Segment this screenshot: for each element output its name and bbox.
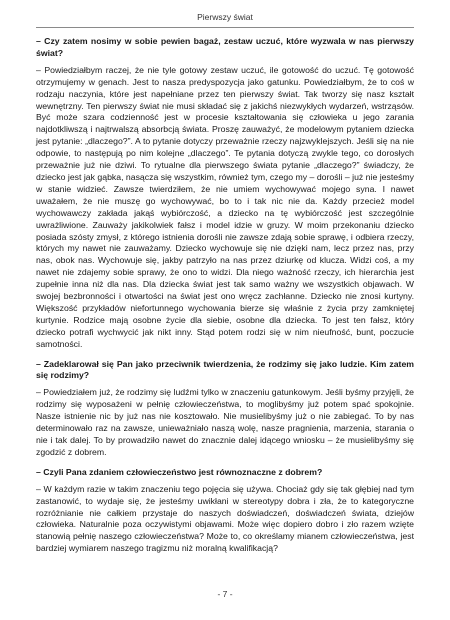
interview-question-2: – Zadeklarował się Pan jako przeciwnik twierdzenia, że rodzimy się jako ludzie. Kim zatem się rodzimy? xyxy=(36,358,414,381)
interview-question-1: – Czy zatem nosimy w sobie pewien bagaż, zestaw uczuć, które wyzwala w nas pierwszy świat? xyxy=(36,36,414,58)
interview-answer-1: – Powiedziałbym raczej, że nie tyle gotowy zestaw uczuć, ile gotowość do uczuć. Tę gotowość otrzymujemy w genach. Jest to nasza predyspozycja jako gatunku. Powiedziałbym, że to coś w rodzaju naczynia, które jest napełniane przez ten pierwszy świat. Tak tworzy się nasz kształt wewnętrzny. Ten pierwszy świat nie musi składać się z jakichś niezwykłych wydarzeń, wstrząsów. Być może szara codzienność jest w procesie kształtowania się człowieka u jego zarania najdotkliwszą i najtrwalszą absorbcją świata. Proszę zauważyć, że modelowym pytaniem dziecka jest pytanie: „dlaczego?”. A to pytanie dotyczy przeważnie rzeczy najzwyklejszych. Jeśli się na nie odpowie, to następują po nim kolejne „dlaczego”. Te pytania dotyczą zwykle tego, co dorosłych przeważnie już nie dziwi. To rytualne dla pierwszego świata pytanie „dlaczego?” świadczy, że dziecko jest jak gąbka, nasącza się wszystkim, również tym, czego my – dorośli – już nie jesteśmy w stanie widzieć. Zawsze twierdziłem, że nie umiem wychowywać mojego syna. I nawet uważałem, że nie muszę go wychowywać, bo to i tak nic nie da. Każdy przecież model wychowawczy zakłada jakąś wybiórczość, a dziecko na tę wybiórczość jest szczególnie uwrażliwione. Zauważy jakikolwiek fałsz i model idzie w gruzy. W moim przekonaniu dziecko posiada szósty zmysł, z którego istnienia dorośli nie zawsze zdają sobie sprawę, i odbiera rzeczy, których my nawet nie zauważamy. Dziecko wychowuje się nie dzięki nam, lecz przez nas, przy nas, obok nas. Wychowuje się, jakby patrzyło na nas przez dziurkę od klucza. Widzi coś, a my nawet nie zdajemy sobie sprawy, że ono to widzi. Dla niego ważność rzeczy, ich hierarchia jest zupełnie inna niż dla nas. Dla dziecka świat jest tak samo ważny we wszystkich objawach. W swojej bezbronności i otwartości na świat jest ono wręcz zachłanne. Dziecko nie znosi kurtyny. Większość przykładów niefortunnego wychowania bierze się właśnie z życia przy zamkniętej kurtynie. Rodzice mają osobne życie dla siebie, osobne dla dziecka. To jest ten fałsz, który dziecko potrafi wychwycić jak nikt inny. Stąd potem rodzi się w nim nieufność, bunt, poczucie samotności. xyxy=(36,64,414,349)
interview-question-3: – Czyli Pana zdaniem człowieczeństwo jest równoznaczne z dobrem? xyxy=(36,466,323,477)
page-content xyxy=(36,36,414,563)
page-number: - 7 - xyxy=(217,589,233,599)
interview-answer-3: – W każdym razie w takim znaczeniu tego pojęcia się używa. Chociaż gdy się tak głębiej nad tym zastanowić, to wydaje się, że jesteśmy uwikłani w stereotypy dobra i zła, że to kategoryczne rozróżnianie nie całkiem przystaje do naszych doświadczeń, doświadczeń świata, dziejów człowieka. Naturalnie poza oczywistymi objawami. Może więc dopiero dobro i zło razem wzięte stanowią pełnię naszego człowieczeństwa? Może to, co określamy mianem człowieczeństwa, jest bardziej wymiarem naszego tragizmu niż moralną kwalifikacją? xyxy=(36,483,414,554)
interview-answer-2: – Powiedziałem już, że rodzimy się ludźmi tylko w znaczeniu gatunkowym. Jeśli byśmy przyjęli, że rodzimy się wyposażeni w pełnię człowieczeństwa, to moglibyśmy już potem spać spokojnie. Nasze istnienie nic by już nas nie kosztowało. Nie musielibyśmy już o nie zabiegać. To by nas determinowało raz na zawsze, unieważniało naszą wolę, nasze pragnienia, marzenia, starania o nie i tak dalej. To by prowadziło nawet do znacznie dalej idącego wniosku – że musielibyśmy się zgodzić z dobrem. xyxy=(36,387,414,457)
running-header: Pierwszy świat xyxy=(197,12,253,22)
header-divider xyxy=(36,27,414,28)
